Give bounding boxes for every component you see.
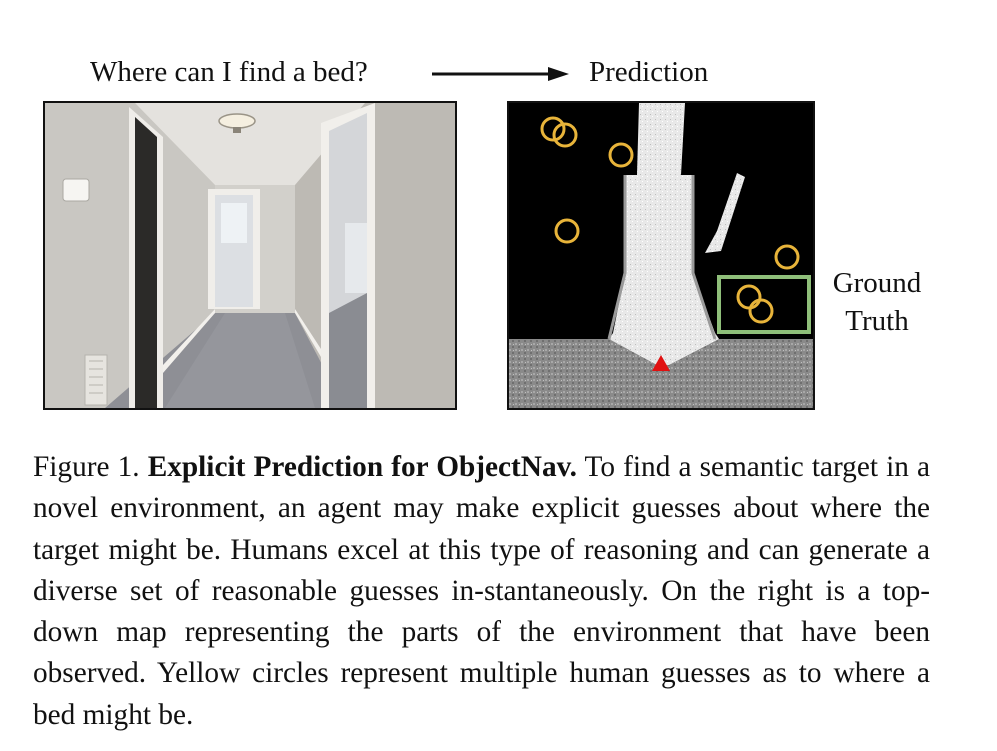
caption-body: To find a semantic target in a novel environment, an agent may make explicit guesses about where the target might be. Humans excel at this type of reasoning and can generate a diverse set of reasonable guesses in-stantaneously. On the right is a top-down map representing the parts of the environment that have been observed. Yellow circles represent multiple human guesses as to where a bed might be. bbox=[33, 451, 930, 731]
question-label: Where can I find a bed? bbox=[90, 56, 368, 88]
top-down-map bbox=[507, 101, 815, 410]
caption-prefix: Figure 1. bbox=[33, 451, 148, 483]
ground-truth-label-line2: Truth bbox=[845, 305, 909, 337]
right-arrow-icon bbox=[432, 64, 570, 84]
hallway-photo bbox=[43, 101, 457, 410]
caption-title: Explicit Prediction for ObjectNav. bbox=[147, 451, 577, 483]
figure-caption bbox=[33, 447, 930, 736]
prediction-label: Prediction bbox=[589, 56, 709, 88]
ground-truth-label-line1: Ground bbox=[832, 267, 922, 299]
ground-truth-label bbox=[821, 264, 933, 340]
